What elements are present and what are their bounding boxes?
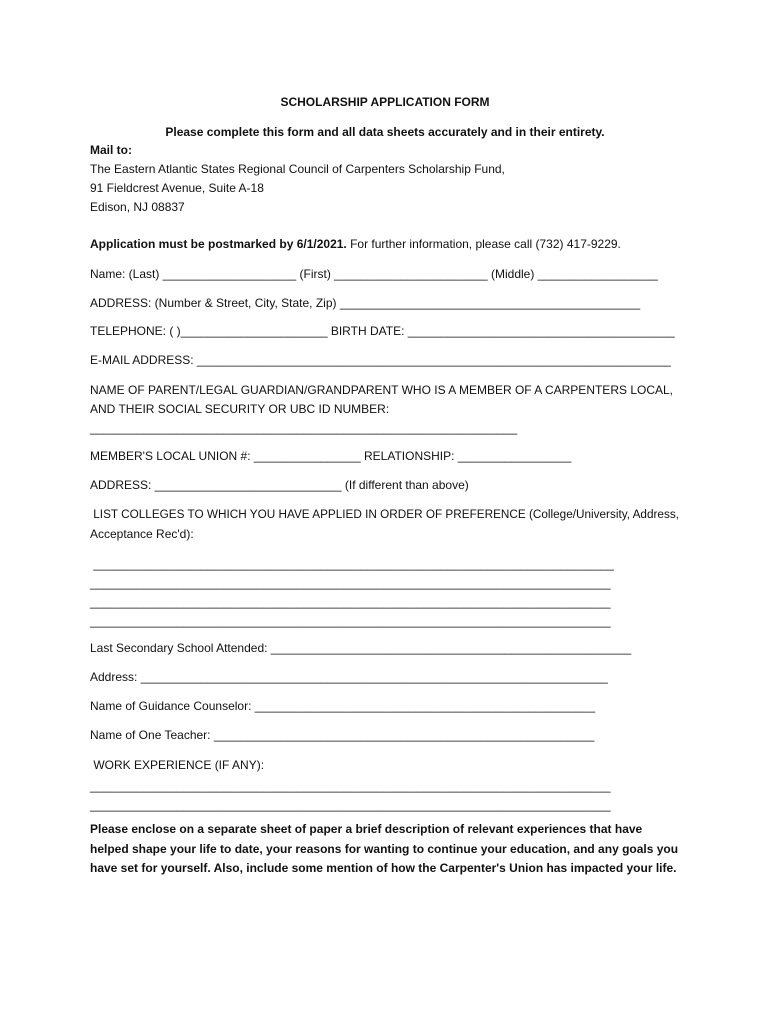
- mailing-address-line: The Eastern Atlantic States Regional Council of Carpenters Scholarship Fund,: [90, 162, 505, 176]
- colleges-field[interactable]: ______________________________________________________________________________: [90, 614, 611, 628]
- closing-instructions: Please enclose on a separate sheet of paper a brief description of relevant experiences that have helped shape your life to date, your reasons for wanting to continue your education, and any goals you have set for yourself. Also, include some mention of how the Carpenter's Union has impacted your life.: [90, 822, 679, 875]
- contact-info: For further information, please call (732) 417-9229.: [346, 237, 621, 251]
- parent-member-field[interactable]: ________________________________________________________________: [90, 421, 518, 435]
- mail-to-label: Mail to:: [90, 143, 132, 157]
- colleges-field[interactable]: ______________________________________________________________________________: [90, 557, 614, 571]
- parent-member-label: AND THEIR SOCIAL SECURITY OR UBC ID NUMBER:: [90, 402, 390, 416]
- guidance-counselor-field[interactable]: Name of Guidance Counselor: ___________________________________________________: [90, 699, 596, 713]
- school-address-field[interactable]: Address: ______________________________________________________________________: [90, 670, 608, 684]
- colleges-label: LIST COLLEGES TO WHICH YOU HAVE APPLIED IN ORDER OF PREFERENCE (College/University, Address,: [90, 508, 679, 521]
- deadline-date: Application must be postmarked by 6/1/2021.: [90, 237, 347, 251]
- work-experience-field[interactable]: ______________________________________________________________________________: [90, 798, 611, 812]
- parent-member-label: NAME OF PARENT/LEGAL GUARDIAN/GRANDPARENT WHO IS A MEMBER OF A CARPENTERS LOCAL,: [90, 383, 674, 397]
- form-title: SCHOLARSHIP APPLICATION FORM: [280, 95, 490, 109]
- teacher-field[interactable]: Name of One Teacher: _________________________________________________________: [90, 728, 595, 742]
- work-experience-label: WORK EXPERIENCE (IF ANY):: [90, 758, 265, 772]
- name-field[interactable]: Name: (Last) ____________________ (First) _______________________ (Middle) __________________: [90, 267, 658, 281]
- work-experience-field[interactable]: ______________________________________________________________________________: [90, 779, 611, 793]
- local-union-relationship-field[interactable]: MEMBER'S LOCAL UNION #: ________________ RELATIONSHIP: _________________: [90, 449, 572, 463]
- mailing-address-line: 91 Fieldcrest Avenue, Suite A-18: [90, 181, 264, 195]
- colleges-field[interactable]: ______________________________________________________________________________: [90, 595, 611, 609]
- form-instruction: Please complete this form and all data sheets accurately and in their entirety.: [165, 125, 605, 139]
- address-field[interactable]: ADDRESS: (Number & Street, City, State, Zip) _____________________________________________: [90, 296, 641, 310]
- secondary-school-field[interactable]: Last Secondary School Attended: ______________________________________________________: [90, 641, 632, 655]
- deadline-line: [90, 236, 621, 252]
- mailing-address-line: Edison, NJ 08837: [90, 200, 185, 214]
- colleges-label: Acceptance Rec'd):: [90, 527, 194, 541]
- telephone-birthdate-field[interactable]: TELEPHONE: ( )______________________ BIRTH DATE: ________________________________________: [90, 324, 675, 338]
- colleges-field[interactable]: ______________________________________________________________________________: [90, 576, 611, 590]
- email-field[interactable]: E-MAIL ADDRESS: _______________________________________________________________________: [90, 353, 671, 367]
- member-address-field[interactable]: ADDRESS: ____________________________ (If different than above): [90, 478, 469, 492]
